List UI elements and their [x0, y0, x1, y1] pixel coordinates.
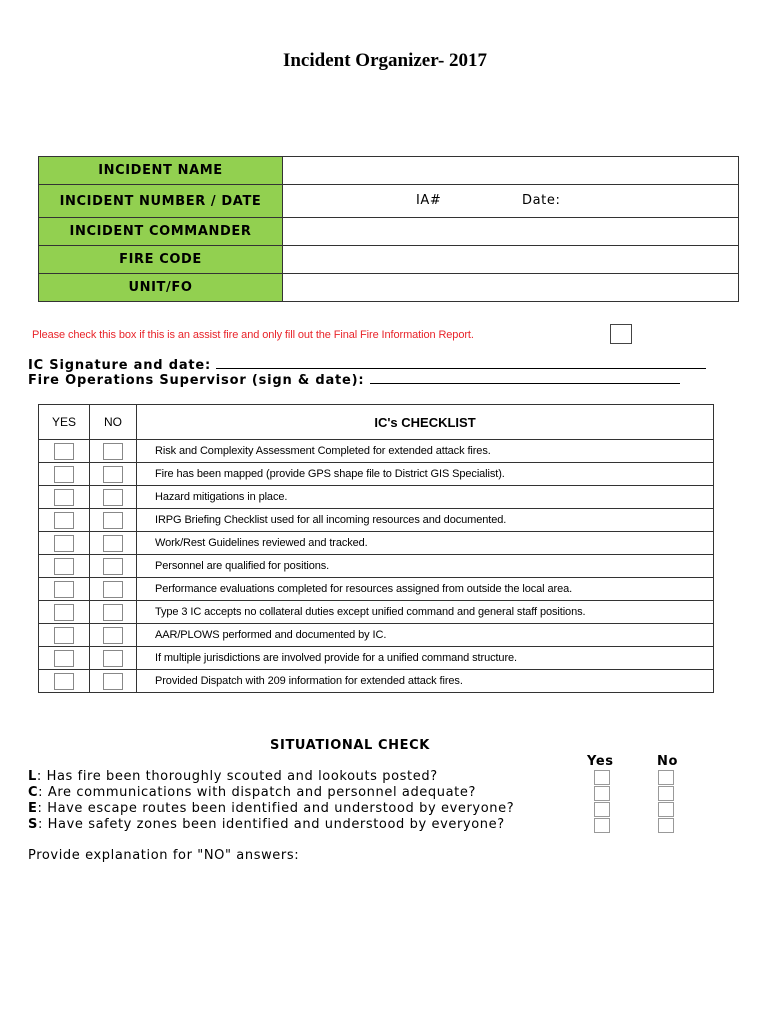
checklist-row	[39, 463, 714, 486]
question-l-no-checkbox[interactable]	[658, 770, 674, 785]
yes-column-header: YES	[39, 405, 90, 440]
question-l-yes-checkbox[interactable]	[594, 770, 610, 785]
checklist-no-cell	[90, 624, 137, 647]
checklist-no-cell	[90, 440, 137, 463]
unit-fo-label: UNIT/FO	[39, 274, 283, 302]
checklist-item-text: AAR/PLOWS performed and documented by IC.	[137, 624, 714, 647]
checklist-no-cell	[90, 509, 137, 532]
checklist-item-text: Risk and Complexity Assessment Completed for extended attack fires.	[137, 440, 714, 463]
checklist-no-cell	[90, 463, 137, 486]
question-s-yes-checkbox[interactable]	[594, 818, 610, 833]
checklist-yes-checkbox[interactable]	[54, 627, 74, 644]
question-c: C: Are communications with dispatch and personnel adequate?	[28, 785, 476, 800]
checklist-yes-checkbox[interactable]	[54, 466, 74, 483]
question-e-yes-checkbox[interactable]	[594, 802, 610, 817]
checklist-row	[39, 486, 714, 509]
checklist-row	[39, 440, 714, 463]
checklist-yes-cell	[39, 440, 90, 463]
fos-signature-label: Fire Operations Supervisor (sign & date):	[28, 373, 370, 388]
fos-signature-line[interactable]	[28, 373, 680, 388]
checklist-yes-cell	[39, 486, 90, 509]
date-label: Date:	[522, 193, 561, 208]
checklist-row	[39, 555, 714, 578]
checklist-yes-checkbox[interactable]	[54, 558, 74, 575]
checklist-no-cell	[90, 670, 137, 693]
checklist-row	[39, 647, 714, 670]
checklist-no-checkbox[interactable]	[103, 466, 123, 483]
incident-name-label: INCIDENT NAME	[39, 157, 283, 185]
incident-commander-label: INCIDENT COMMANDER	[39, 218, 283, 246]
ia-number-label: IA#	[416, 193, 442, 208]
situational-yes-header: Yes	[587, 754, 614, 769]
question-e-no-checkbox[interactable]	[658, 802, 674, 817]
checklist-yes-cell	[39, 509, 90, 532]
checklist-no-checkbox[interactable]	[103, 558, 123, 575]
checklist-row	[39, 509, 714, 532]
ic-signature-line[interactable]	[28, 358, 706, 373]
ic-signature-label: IC Signature and date:	[28, 358, 217, 373]
checklist-item-text: Provided Dispatch with 209 information for extended attack fires.	[137, 670, 714, 693]
checklist-no-checkbox[interactable]	[103, 627, 123, 644]
checklist-yes-checkbox[interactable]	[54, 535, 74, 552]
assist-fire-checkbox[interactable]	[610, 324, 632, 344]
checklist-no-cell	[90, 647, 137, 670]
question-s-no-checkbox[interactable]	[658, 818, 674, 833]
checklist-yes-cell	[39, 463, 90, 486]
checklist-no-checkbox[interactable]	[103, 489, 123, 506]
checklist-no-cell	[90, 486, 137, 509]
checklist-item-text: Personnel are qualified for positions.	[137, 555, 714, 578]
question-c-no-checkbox[interactable]	[658, 786, 674, 801]
checklist-item-text: IRPG Briefing Checklist used for all incoming resources and documented.	[137, 509, 714, 532]
fire-code-field[interactable]	[283, 246, 739, 274]
checklist-no-cell	[90, 601, 137, 624]
assist-fire-note: Please check this box if this is an assist fire and only fill out the Final Fire Information Report.	[32, 329, 474, 341]
incident-commander-field[interactable]	[283, 218, 739, 246]
incident-number-date-label: INCIDENT NUMBER / DATE	[39, 185, 283, 218]
checklist-no-checkbox[interactable]	[103, 581, 123, 598]
checklist-no-checkbox[interactable]	[103, 673, 123, 690]
incident-name-field[interactable]	[283, 157, 739, 185]
checklist-row	[39, 624, 714, 647]
situational-no-header: No	[657, 754, 679, 769]
checklist-yes-cell	[39, 555, 90, 578]
unit-fo-field[interactable]	[283, 274, 739, 302]
checklist-item-text: Fire has been mapped (provide GPS shape file to District GIS Specialist).	[137, 463, 714, 486]
checklist-item-text: Work/Rest Guidelines reviewed and tracked.	[137, 532, 714, 555]
no-answer-explanation-label: Provide explanation for "NO" answers:	[28, 848, 300, 863]
checklist-yes-checkbox[interactable]	[54, 650, 74, 667]
checklist-no-cell	[90, 532, 137, 555]
checklist-yes-checkbox[interactable]	[54, 581, 74, 598]
situational-check-title: SITUATIONAL CHECK	[270, 738, 430, 753]
checklist-yes-checkbox[interactable]	[54, 673, 74, 690]
checklist-yes-checkbox[interactable]	[54, 443, 74, 460]
checklist-no-checkbox[interactable]	[103, 604, 123, 621]
checklist-no-cell	[90, 578, 137, 601]
checklist-row	[39, 532, 714, 555]
checklist-row	[39, 670, 714, 693]
incident-info-table	[38, 156, 739, 302]
checklist-no-checkbox[interactable]	[103, 535, 123, 552]
question-e: E: Have escape routes been identified and understood by everyone?	[28, 801, 515, 816]
incident-number-date-field[interactable]	[283, 185, 739, 218]
checklist-title: IC's CHECKLIST	[137, 405, 714, 440]
checklist-item-text: Hazard mitigations in place.	[137, 486, 714, 509]
checklist-no-cell	[90, 555, 137, 578]
checklist-yes-cell	[39, 601, 90, 624]
checklist-no-checkbox[interactable]	[103, 443, 123, 460]
checklist-yes-checkbox[interactable]	[54, 604, 74, 621]
checklist-yes-cell	[39, 624, 90, 647]
checklist-yes-checkbox[interactable]	[54, 489, 74, 506]
checklist-no-checkbox[interactable]	[103, 650, 123, 667]
page-title: Incident Organizer- 2017	[282, 50, 488, 71]
checklist-item-text: If multiple jurisdictions are involved provide for a unified command structure.	[137, 647, 714, 670]
checklist-yes-cell	[39, 670, 90, 693]
question-l: L: Has fire been thoroughly scouted and lookouts posted?	[28, 769, 438, 784]
checklist-item-text: Performance evaluations completed for resources assigned from outside the local area.	[137, 578, 714, 601]
checklist-yes-cell	[39, 578, 90, 601]
no-column-header: NO	[90, 405, 137, 440]
checklist-yes-cell	[39, 647, 90, 670]
ic-checklist-table	[38, 404, 714, 693]
checklist-item-text: Type 3 IC accepts no collateral duties except unified command and general staff positions.	[137, 601, 714, 624]
question-s: S: Have safety zones been identified and understood by everyone?	[28, 817, 505, 832]
question-c-yes-checkbox[interactable]	[594, 786, 610, 801]
checklist-row	[39, 601, 714, 624]
checklist-yes-cell	[39, 532, 90, 555]
fire-code-label: FIRE CODE	[39, 246, 283, 274]
checklist-row	[39, 578, 714, 601]
checklist-no-checkbox[interactable]	[103, 512, 123, 529]
checklist-yes-checkbox[interactable]	[54, 512, 74, 529]
